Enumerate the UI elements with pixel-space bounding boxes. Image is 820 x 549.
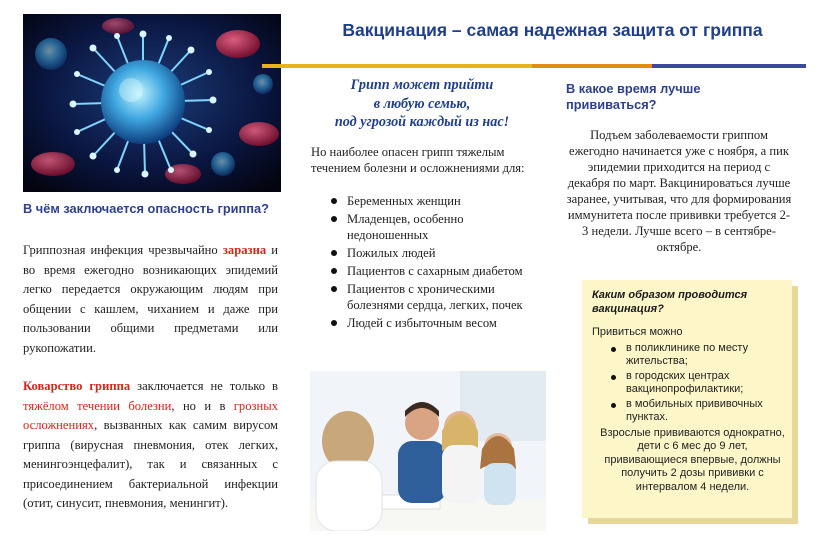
list-item — [592, 398, 787, 425]
slogan — [302, 76, 542, 132]
family-with-doctor-icon — [310, 371, 546, 531]
risk-group-label: Младенцев, особенно недоношенных — [347, 212, 464, 242]
list-item — [331, 281, 531, 313]
box-title: Каким образом проводится вакцинация? — [592, 289, 748, 315]
bullet-icon — [611, 375, 616, 380]
timing-text: Подъем заболеваемости гриппом ежегодно начинается уже с ноября, а пик эпидемии приходится на период с декабря по март. Вакцинироваться лучше заранее, учитывая, что для формирования иммунитета после прививки требуется 2-3 недели. Лучше всего – в сентябре-октябре. — [566, 128, 792, 254]
place-label: в городских центрах вакцинопрофилактики; — [626, 369, 744, 395]
para2-text-2: , но и в — [171, 398, 234, 413]
box-body — [592, 326, 787, 494]
list-item — [331, 193, 531, 209]
risk-intro: Но наиболее опасен грипп тяжелым течением болезни и осложнениями для: — [311, 145, 525, 175]
virus-illustration-icon — [23, 14, 281, 192]
family-photo — [310, 371, 546, 531]
slogan-line: в любую семью, — [373, 95, 471, 112]
divider-navy-segment — [652, 64, 806, 68]
para2-text-3: , вызванных как самим вирусом гриппа (вирусная пневмония, отек легких, менингоэнцефалит), так и связанных с присоединением бактериальной инфекции (отит, синусит, пневмония, менингит). — [23, 418, 278, 510]
divider-orange-segment — [532, 64, 652, 68]
vaccination-places-list — [592, 342, 787, 425]
risk-groups-list — [331, 193, 531, 333]
list-item — [331, 315, 531, 331]
para1-text-before: Гриппозная инфекция чрезвычайно — [23, 243, 223, 257]
para2-highlight-1: тяжёлом течении болезни — [23, 398, 172, 413]
bullet-icon — [331, 286, 337, 292]
virus-image — [23, 14, 281, 192]
box-lead: Привиться можно — [592, 326, 683, 338]
title-divider — [262, 64, 806, 68]
bullet-icon — [611, 403, 616, 408]
risk-group-label: Пожилых людей — [347, 246, 436, 260]
place-label: в поликлинике по месту жительства; — [626, 341, 749, 367]
risk-group-label: Пациентов с хроническими болезнями сердца, легких, почек — [347, 282, 523, 312]
contagion-paragraph — [23, 241, 278, 358]
list-item — [331, 211, 531, 243]
para1-highlight: заразна — [222, 243, 267, 257]
bullet-icon — [611, 347, 616, 352]
para2-lead: Коварство гриппа — [23, 379, 131, 393]
para2-text-1: заключается не только в — [130, 379, 278, 393]
risk-group-label: Людей с избыточным весом — [347, 316, 497, 330]
divider-yellow-segment — [262, 64, 532, 68]
complications-paragraph — [23, 377, 278, 514]
risk-group-label: Пациентов с сахарным диабетом — [347, 264, 523, 278]
para2-highlight-2: грозных осложнениях — [23, 398, 278, 432]
danger-heading: В чём заключается опасность гриппа? — [23, 201, 269, 216]
page-title: Вакцинация – самая надежная защита от гриппа — [342, 20, 763, 40]
bullet-icon — [331, 268, 337, 274]
list-item — [331, 245, 531, 261]
list-item — [592, 342, 787, 369]
slogan-line: Грипп может прийти — [350, 77, 494, 93]
bullet-icon — [331, 216, 337, 222]
bullet-icon — [331, 250, 337, 256]
timing-heading: В какое время лучше прививаться? — [566, 81, 701, 112]
list-item — [592, 370, 787, 397]
bullet-icon — [331, 198, 337, 204]
vaccination-info-box — [582, 280, 792, 518]
place-label: в мобильных прививочных пунктах. — [626, 397, 763, 423]
bullet-icon — [331, 320, 337, 326]
risk-group-label: Беременных женщин — [347, 194, 461, 208]
para1-text-after: и во время ежегодно возникающих эпидемий легко передается окружающим людям при общении с кашлем, чиханием и даже при пользовании общими предметами или рукопожатии. — [23, 243, 279, 355]
slogan-line: под угрозой каждый из нас! — [334, 114, 510, 130]
dosage-note: Взрослые прививаются однократно, дети с 6 мес до 9 лет, прививающиеся впервые, должны получить 2 дозы прививки с интервалом 4 недели. — [600, 426, 785, 493]
list-item — [331, 263, 531, 279]
